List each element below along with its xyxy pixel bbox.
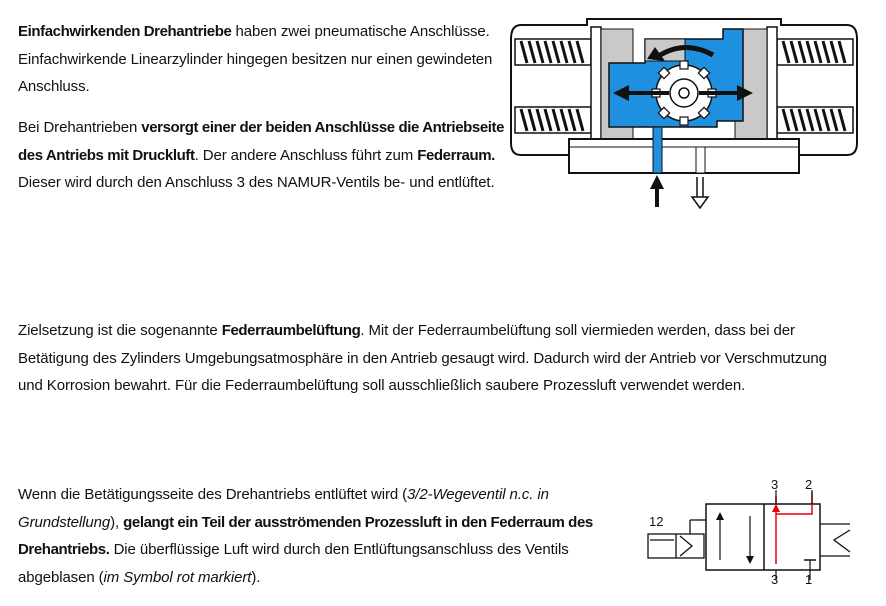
supply-channel [653,127,662,173]
exhaust-arrow-icon [692,177,708,208]
port-label-1: 1 [805,572,813,586]
term-federraum: Federraum. [417,146,495,164]
paragraph-spring-chamber: Bei Drehantrieben versorgt einer der beiden Anschlüsse die Antriebseite des Antriebs mit Druckluft. Der andere Anschluss führt zum Federraum. Dieser wird durch den Anschluss 3 des NAMUR-Ventils be- und entlüftet. [18,119,505,191]
paragraph-spring-chamber-ventilation: Zielsetzung ist die sogenannte Federraumbelüftung. Mit der Federraumbelüftung soll viermieden werden, dass bei der Betätigung des Zylinders Umgebungsatmosphäre in den Antrieb gesaugt wird. Dadurch wird der Antrieb vor Verschmutzung und Korrosion bewahrt. Für die Federraumbelüftung soll ausschließlich saubere Prozessluft verwendet werden. [18,322,827,394]
port-label-3-bottom: 3 [771,572,779,586]
paragraph-actuator-ports: Einfachwirkenden Drehantriebe haben zwei pneumatische Anschlüsse. Einfachwirkende Linearzylinder hingegen besitzen nur einen gewindeten Anschluss. [18,23,493,95]
port-label-2: 2 [805,477,813,492]
port-label-3-top: 3 [771,477,779,492]
term-single-acting-actuators: Einfachwirkenden Drehantriebe [18,23,232,40]
return-spring-icon [820,524,850,556]
spring-chamber-channel [696,147,705,173]
port-label-12: 12 [649,514,664,529]
supply-arrow-icon [650,175,664,207]
term-federraumbelueftung: Federraumbelüftung [221,322,361,339]
valve-symbol-3-2 [640,476,860,586]
rotary-actuator-diagram [507,15,861,212]
paragraph-venting: Wenn die Betätigungsseite des Drehantriebs entlüftet wird (3/2-Wegeventil n.c. in Grundstellung), gelangt ein Teil der ausströmenden Prozessluft in den Federraum des Drehantriebs. Die überflüssige Luft wird durch den Entlüftungsanschluss des Ventils abgeblasen (im Symbol rot markiert). [18,486,593,586]
